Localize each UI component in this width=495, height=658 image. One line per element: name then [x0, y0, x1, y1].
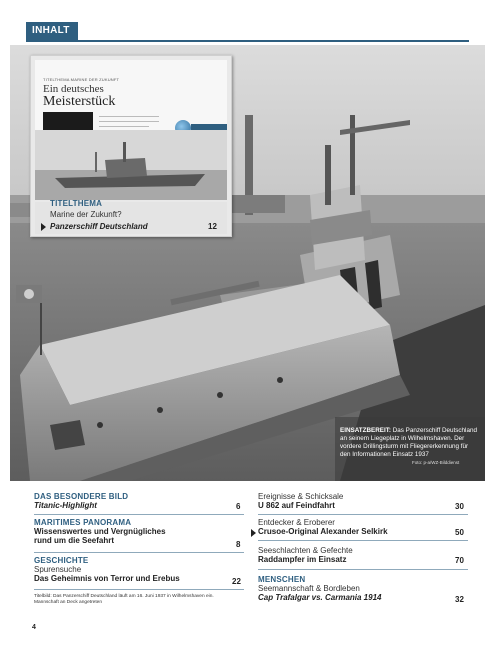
preview-ship-image [35, 130, 227, 200]
left-column [34, 492, 244, 510]
preview-headline-1: Ein deutsches [43, 83, 104, 95]
article-topic: Seeschlachten & Gefechte [258, 546, 353, 555]
article-topic: Seemannschaft & Bordleben [258, 584, 360, 593]
cover-note: Titelbild: Das Panzerschiff Deutschland läuft am 16. Juni 1937 in Wilhelmshaven ein. Mannschaft an Deck angetreten [34, 594, 214, 605]
divider [34, 514, 244, 515]
article-page: 6 [236, 502, 241, 511]
right-column [258, 546, 468, 564]
article-topic: Spurensuche [34, 565, 82, 574]
header-rule [26, 40, 469, 42]
cover-subtitle: Marine der Zukunft? [50, 210, 122, 219]
section-heading: MENSCHEN [258, 575, 306, 584]
article-title[interactable]: U 862 auf Feindfahrt [258, 501, 335, 510]
divider [34, 589, 244, 590]
preview-text-line [99, 126, 149, 127]
cover-story-page: 12 [208, 222, 217, 231]
arrow-right-icon [41, 223, 46, 231]
cover-category: TITELTHEMA [50, 199, 103, 208]
preview-kicker: TITELTHEMA MARINE DER ZUKUNFT [43, 77, 120, 82]
right-column [258, 575, 468, 602]
caption-text: Das Panzerschiff Deutschland an seinem Liegeplatz in Wilhelmshaven. Der vordere Drillingsturm mit Fliegererkennung für den Informationen Einsatz 1937 [340, 427, 477, 458]
article-title[interactable]: Wissenswertes und Vergnügliches [34, 527, 166, 536]
preview-thumbnail [35, 60, 227, 200]
article-page: 8 [236, 540, 241, 549]
section-heading: MARITIMES PANORAMA [34, 518, 132, 527]
article-title[interactable]: Titanic-Highlight [34, 501, 97, 510]
section-title: INHALT [26, 22, 78, 40]
cover-story-link[interactable]: Panzerschiff Deutschland [50, 222, 148, 231]
right-column [258, 492, 468, 510]
divider [258, 514, 468, 515]
article-topic: Entdecker & Eroberer [258, 518, 335, 527]
left-column [34, 518, 244, 545]
divider [258, 540, 468, 541]
section-heading: GESCHICHTE [34, 556, 89, 565]
article-title[interactable]: Das Geheimnis von Terror und Erebus [34, 574, 180, 583]
article-page: 70 [455, 556, 464, 565]
article-page: 50 [455, 528, 464, 537]
article-title[interactable]: Crusoe-Original Alexander Selkirk [258, 527, 388, 536]
caption-lead: EINSATZBEREIT: [340, 427, 391, 434]
preview-headline-2: Meisterstück [43, 94, 116, 109]
article-page: 32 [455, 595, 464, 604]
article-title[interactable]: Raddampfer im Einsatz [258, 555, 347, 564]
photo-credit: Foto: p-a/WZ-Bilddienst [412, 460, 460, 465]
divider [258, 569, 468, 570]
article-page: 22 [232, 577, 241, 586]
article-topic: Ereignisse & Schicksale [258, 492, 344, 501]
preview-dark-box [43, 112, 93, 132]
page-number: 4 [32, 624, 36, 631]
divider [34, 552, 244, 553]
preview-text-line [99, 116, 159, 117]
article-page: 30 [455, 502, 464, 511]
arrow-right-icon [251, 529, 256, 537]
right-column [258, 518, 468, 536]
photo-caption [340, 427, 480, 459]
article-title[interactable]: rund um die Seefahrt [34, 536, 115, 545]
section-heading: DAS BESONDERE BILD [34, 492, 129, 501]
preview-text-line [99, 121, 159, 122]
left-column [34, 556, 244, 583]
article-title[interactable]: Cap Trafalgar vs. Carmania 1914 [258, 593, 382, 602]
